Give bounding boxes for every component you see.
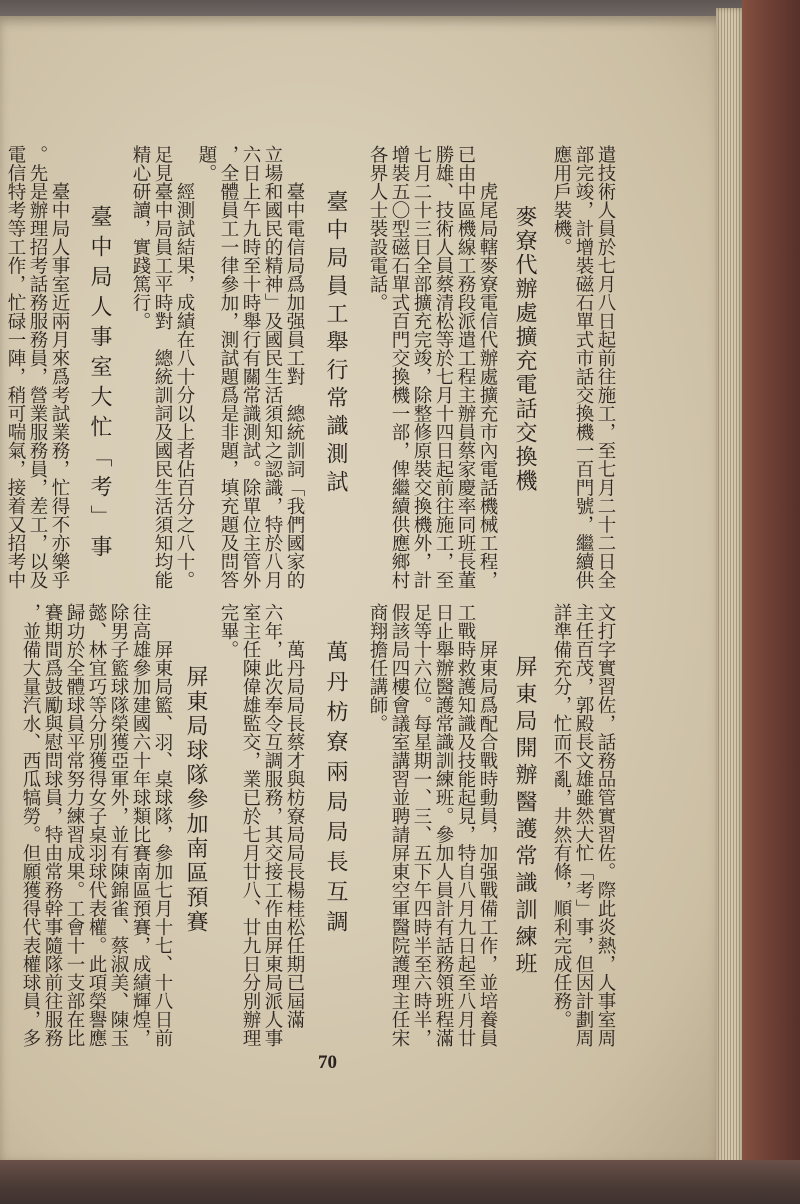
- text-column: 萬丹局局長蔡才與枋寮局局長楊桂松任期已屆滿: [284, 640, 305, 1029]
- page-edges: [716, 8, 742, 1168]
- upper-text-block: [4, 145, 616, 605]
- text-column: 。先是辦理招考話務服務員，營業服務員，差工，以及: [27, 145, 48, 589]
- lower-text-block: [19, 603, 616, 1063]
- text-column: 虎尾局轄麥寮電信代辦處擴充市內電話機械工程，: [477, 182, 498, 589]
- article-title: 屏東局開辦醫護常識訓練班: [512, 655, 537, 979]
- text-column: 已由中區機線工務段派遣工程主辦員蔡家慶率同班長董: [455, 145, 476, 589]
- article-title: 麥寮代辦處擴充電話交換機: [512, 205, 537, 493]
- text-column: 往高雄參加建國六十年球類比賽南區預賽，成績輝煌，: [130, 603, 151, 1047]
- text-column: 題。: [196, 145, 217, 182]
- text-column: 歸功於全體球員平常努力練習成果。工會十一支部在比: [64, 603, 85, 1047]
- text-column: 增裝五〇型磁石單式百門交換機一部，俾繼續供應鄉村: [389, 145, 410, 589]
- text-column: 室主任陳偉雄監交，業已於七月廿八、廿九日分別辦理: [240, 603, 261, 1047]
- text-column: 精心研讀，實踐篤行。: [130, 145, 151, 330]
- text-column: 立場和國民的精神」及國民生活須知之認識，特於八月: [262, 145, 283, 589]
- article-title: 臺中局員工舉行常識測試: [323, 190, 348, 498]
- text-column: 工戰時救護知識及技能起見，特自八月九日起至八月廿: [455, 603, 476, 1047]
- article-title: 屏東局球隊參加南區預賽: [183, 665, 208, 935]
- text-column: ，全體員工一律參加，測試題爲是非題，填充題及問答: [218, 145, 239, 589]
- text-column: 假該局四樓會議室講習並聘請屏東空軍醫院護理主任宋: [389, 603, 410, 1047]
- text-column: 屏東局爲配合戰時動員，加强戰備工作，並培養員: [477, 640, 498, 1047]
- text-column: 各界人士裝設電話。: [367, 145, 388, 312]
- text-column: ，並備大量汽水、西瓜犒勞。但願獲得代表權球員，多: [20, 603, 41, 1047]
- book-cover-bottom: [0, 1160, 800, 1204]
- text-column: 懿、林宜巧等分別獲得女子桌羽球代表權。此項榮譽應: [86, 603, 107, 1047]
- text-column: 部完竣，計增裝磁石單式市話交換機一百門號，繼續供: [573, 145, 594, 589]
- text-column: 屏東局籃、羽、桌球隊，參加七月十七、十八日前: [152, 640, 173, 1047]
- text-column: 七月二十三日全部擴充完竣，除整修原裝交換機外，計: [411, 145, 432, 589]
- text-column: 臺中電信局爲加强員工對 總統訓詞「我們國家的: [284, 182, 305, 589]
- text-column: 商翔擔任講師。: [367, 603, 388, 733]
- text-column: 文打字實習佐，話務品管實習佐。際此炎熱，人事室周: [595, 603, 616, 1047]
- text-column: 經測試結果，成績在八十分以上者佔百分之八十。: [174, 182, 195, 589]
- text-column: 電信特考等工作，忙碌一陣，稍可喘氣，接着又招考中: [5, 145, 26, 589]
- text-column: 主任百茂，郭殿長文雄雖然大忙「考」事，但因計劃周: [573, 603, 594, 1047]
- article-title: 臺中局人事室大忙「考」事: [87, 205, 112, 565]
- text-column: 詳準備充分，忙而不亂，井然有條，順利完成任務。: [551, 603, 572, 1029]
- text-column: 完畢。: [218, 603, 239, 659]
- text-column: 應用戶裝機。: [551, 145, 572, 256]
- text-column: 六日上午九時至十時舉行有關常識測試。除單位主管外: [240, 145, 261, 589]
- article-title: 萬丹枋寮兩局局長互調: [323, 640, 348, 940]
- text-column: 遣技術人員於七月八日起前往施工，至七月二十二日全: [595, 145, 616, 589]
- page-number: 70: [318, 1052, 337, 1073]
- text-column: 足見臺中局員工平時對 總統訓詞及國民生活須知均能: [152, 145, 173, 589]
- text-column: 除男子籃球隊榮獲亞軍外，並有陳錦雀、蔡淑美、陳玉: [108, 603, 129, 1047]
- book-cover: [742, 0, 800, 1204]
- text-column: 足等十六位。每星期一、三、五下午四時半至六時半，: [411, 603, 432, 1047]
- text-column: 臺中局人事室近兩月來爲考試業務，忙得不亦樂乎: [49, 182, 70, 589]
- text-column: 勝雄、技術人員蔡清松等於七月十四日起前往施工，至: [433, 145, 454, 589]
- text-column: 賽期間爲鼓勵與慰問球員，特由常務幹事隨隊前往服務: [42, 603, 63, 1047]
- text-column: 日止舉辦醫護常識訓練班。參加人員計有話務領班程滿: [433, 603, 454, 1047]
- text-column: 六年，此次奉令互調服務，其交接工作由屏東局派人事: [262, 603, 283, 1047]
